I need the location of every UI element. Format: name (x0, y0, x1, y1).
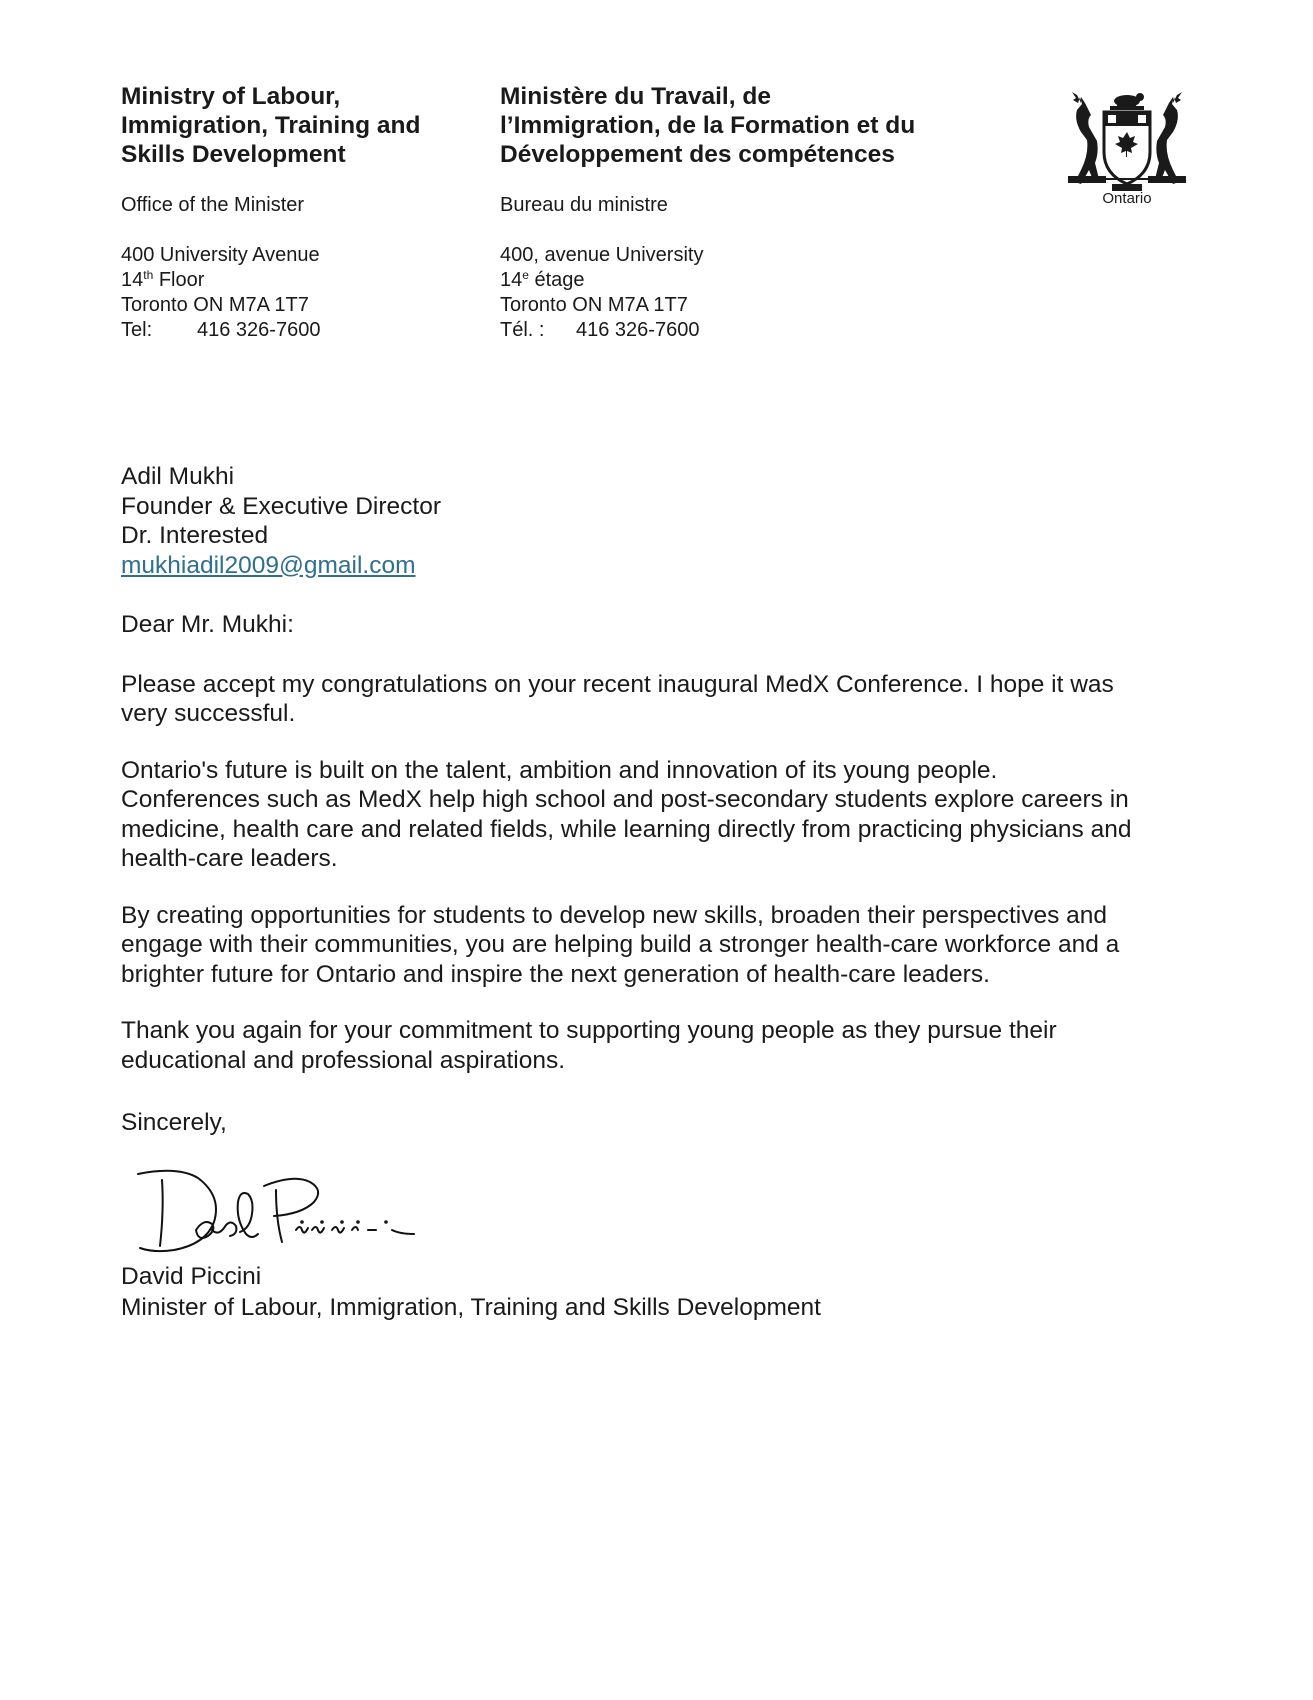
address-french (500, 243, 1020, 343)
ministry-name-line: Ministère du Travail, de (500, 83, 771, 110)
paragraph-line: educational and professional aspirations. (121, 1046, 566, 1074)
floor-suffix: e (522, 268, 529, 282)
city-postal: Toronto ON M7A 1T7 (121, 294, 309, 316)
floor-word: Floor (153, 269, 205, 291)
ministry-name-french (500, 82, 1020, 169)
closing: Sincerely, (121, 1109, 227, 1136)
recipient-email-line (121, 551, 441, 581)
street-address: 400 University Avenue (121, 244, 320, 266)
address-english (121, 243, 481, 343)
floor-line (121, 268, 481, 293)
signer-title: Minister of Labour, Immigration, Training and Skills Development (121, 1294, 821, 1321)
paragraph (121, 901, 1201, 990)
telephone-line (121, 318, 481, 343)
paragraph-line: medicine, health care and related fields, while learning directly from practicing physicians and (121, 815, 1132, 843)
ministry-name-english (121, 82, 481, 169)
floor-suffix: th (143, 268, 154, 282)
paragraph-line: brighter future for Ontario and inspire the next generation of health-care leaders. (121, 960, 990, 988)
telephone-number: 416 326-7600 (576, 319, 700, 341)
paragraph-line: health-care leaders. (121, 845, 338, 872)
paragraph-line: By creating opportunities for students to develop new skills, broaden their perspectives and (121, 901, 1108, 929)
signer-block (121, 1261, 821, 1323)
recipient-title: Founder & Executive Director (121, 492, 441, 520)
paragraph-line: Please accept my congratulations on your recent inaugural MedX Conference. I hope it was (121, 670, 1114, 698)
street-address: 400, avenue University (500, 244, 704, 266)
telephone-line (500, 318, 1020, 343)
paragraph-line: very successful. (121, 700, 296, 727)
recipient-email-link[interactable]: mukhiadil2009@gmail.com (121, 551, 416, 579)
ministry-name-line: Ministry of Labour, (121, 83, 341, 110)
letter-body (121, 610, 1201, 1102)
ontario-wordmark: Ontario (1102, 190, 1152, 207)
telephone-label: Tél. : (500, 319, 545, 341)
telephone-label: Tel: (121, 319, 153, 341)
recipient-organization: Dr. Interested (121, 522, 269, 549)
recipient-name: Adil Mukhi (121, 463, 235, 490)
office-name-english: Office of the Minister (121, 194, 305, 216)
letterhead-french (500, 82, 1020, 343)
ministry-name-line: l’Immigration, de la Formation et du (500, 112, 916, 139)
paragraph-line: engage with their communities, you are helping build a stronger health-care workforce and a (121, 931, 1120, 958)
city-postal: Toronto ON M7A 1T7 (500, 294, 688, 316)
paragraph-line: Conferences such as MedX help high school and post-secondary students explore careers in (121, 786, 1129, 813)
floor-number: 14 (500, 269, 523, 291)
signer-name: David Piccini (121, 1263, 262, 1290)
letterhead-english (121, 82, 481, 343)
ministry-name-line: Skills Development (121, 141, 346, 168)
signature-image (136, 1160, 426, 1260)
office-name-french: Bureau du ministre (500, 194, 668, 216)
floor-line (500, 268, 1020, 293)
paragraph (121, 670, 1201, 729)
paragraph (121, 1016, 1201, 1075)
ministry-name-line: Immigration, Training and (121, 112, 421, 139)
paragraph-line: Thank you again for your commitment to supporting young people as they pursue their (121, 1017, 1057, 1044)
recipient-block (121, 462, 441, 580)
floor-number: 14 (121, 269, 144, 291)
salutation: Dear Mr. Mukhi: (121, 611, 294, 638)
ministry-name-line: Développement des compétences (500, 141, 895, 168)
paragraph-line: Ontario's future is built on the talent, ambition and innovation of its young people. (121, 756, 998, 784)
paragraph (121, 756, 1201, 874)
floor-word: étage (528, 269, 585, 291)
telephone-number: 416 326-7600 (197, 319, 321, 341)
